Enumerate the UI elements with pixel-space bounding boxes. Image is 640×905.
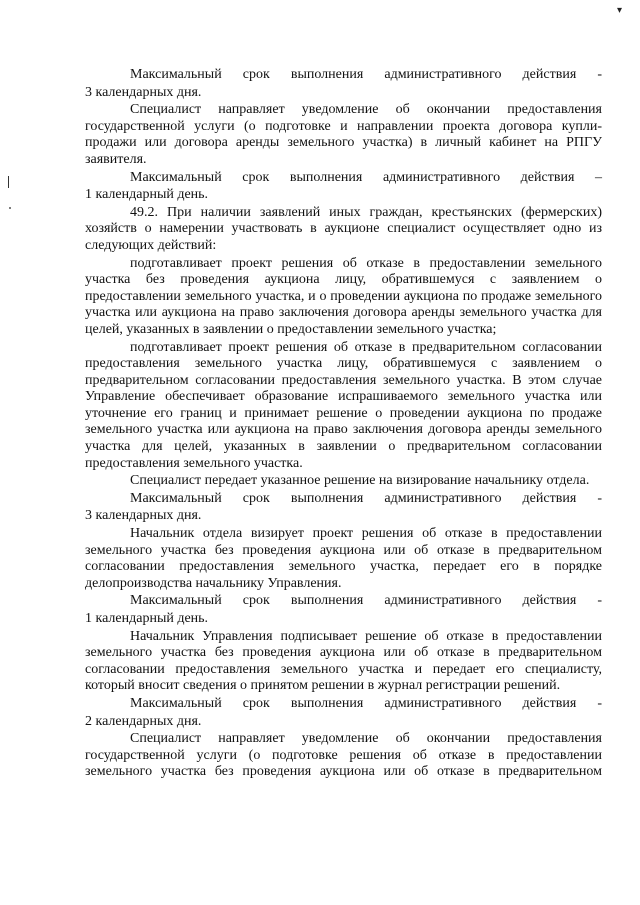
deadline-value: 2 календарных дня.: [85, 713, 202, 729]
final-notification-paragraph: Специалист направляет уведомление об окончании предоставления государственной услуги (о подготовке решения об отказе в предоставлении земельного участка без проведения аукциона или об отказе в предварительном: [85, 731, 602, 780]
signing-paragraph: Начальник Управления подписывает решение об отказе в предоставлении земельного участка без проведения аукциона или об отказе в предварительном согласовании предоставления земельного участка и передает его специалисту, который вносит сведения о принятом решении в журнал регистрации решений.: [85, 628, 602, 694]
approval-paragraph: Начальник отдела визирует проект решения об отказе в предоставлении земельного участка без проведения аукциона или об отказе в предварительном согласовании предоставления земельного участка, передает его в порядке делопроизводства начальнику Управления.: [85, 526, 602, 591]
deadline-paragraph: Максимальный срок выполнения административного действия -: [130, 490, 602, 506]
transfer-paragraph: Специалист передает указанное решение на визирование начальнику отдела.: [130, 473, 590, 489]
deadline-value: 1 календарный день.: [85, 611, 209, 626]
margin-dot-mark: [9, 207, 11, 209]
deadline-paragraph: Максимальный срок выполнения административного действия -: [130, 593, 602, 609]
deadline-value: 3 календарных дня.: [85, 508, 202, 524]
document-body: [85, 67, 602, 782]
deadline-paragraph: Максимальный срок выполнения административного действия –: [130, 169, 602, 185]
clause-49-2-paragraph: 49.2. При наличии заявлений иных граждан, крестьянских (фермерских) хозяйств о намерении участвовать в аукционе специалист осуществляет одно из следующих действий:: [85, 204, 602, 253]
corner-mark: ▾: [617, 5, 623, 16]
action-paragraph: подготавливает проект решения об отказе в предварительном согласовании предоставления земельного участка лицу, обратившемуся с заявлением о предварительном согласовании предоставления земельного участка. В этом случае Управление обеспечивает образование испрашиваемого земельного участка или уточнение его границ и принимает решение о проведении аукциона по продаже земельного участка или аукциона на право заключения договора аренды земельного участка для целей, указанных в заявлении о предварительном согласовании предоставления земельного участка.: [85, 339, 602, 471]
deadline-paragraph: Максимальный срок выполнения административного действия -: [130, 67, 602, 82]
deadline-value: 3 календарных дня.: [85, 84, 202, 100]
action-paragraph: подготавливает проект решения об отказе в предоставлении земельного участка без проведения аукциона лицу, обратившемуся с заявлением о предоставлении земельного участка, и о проведении аукциона по продаже земельного участка или аукциона на право заключения договора аренды земельного участка для целей, указанных в заявлении о предоставлении земельного участка;: [85, 255, 602, 337]
deadline-value: 1 календарный день.: [85, 187, 209, 203]
deadline-paragraph: Максимальный срок выполнения административного действия -: [130, 695, 602, 711]
notification-paragraph: Специалист направляет уведомление об окончании предоставления государственной услуги (о подготовке и направлении проекта договора купли-продажи или договора аренды земельного участка) в личный кабинет на РПГУ заявителя.: [85, 102, 602, 167]
margin-tick-mark: [8, 176, 9, 188]
